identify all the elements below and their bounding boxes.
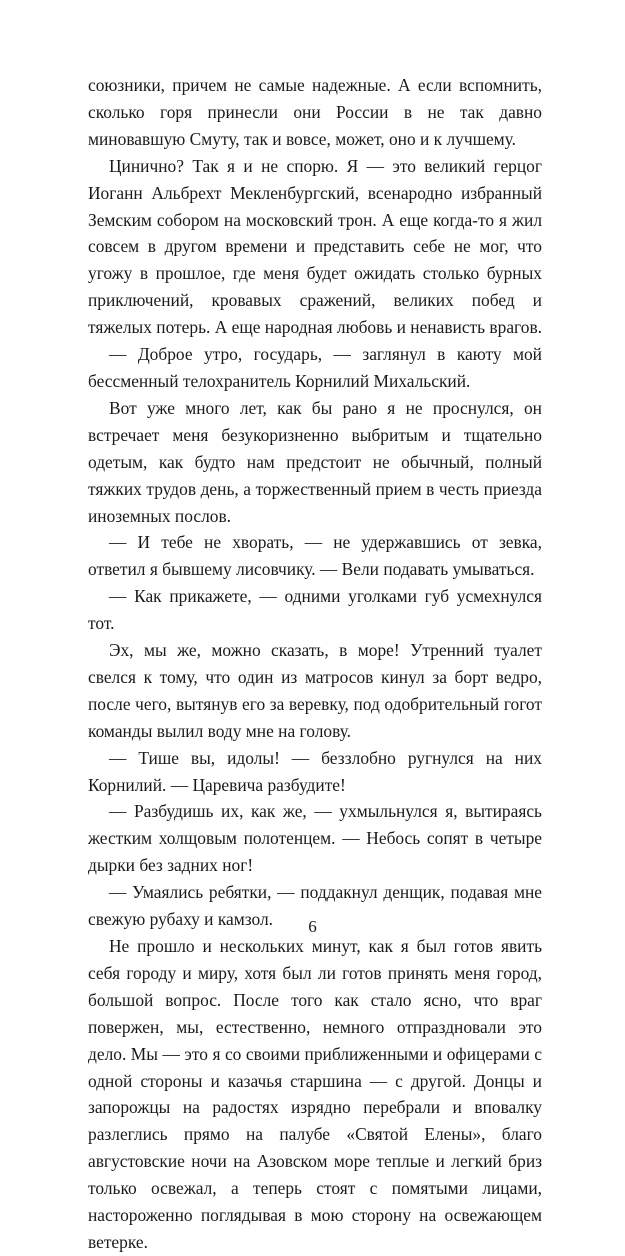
paragraph: — Разбудишь их, как же, — ухмыльнулся я, вытираясь жестким холщовым полотенцем. — Небось сопят в четыре дырки без задних ног!	[88, 801, 542, 876]
paragraph: Не прошло и нескольких минут, как я был готов явить себя городу и миру, хотя был ли готов принять меня город, большой вопрос. После того как стало ясно, что враг повержен, мы, естественно, немного отпраздновали это дело. Мы — это я со своими приближенными и офицерами с одной стороны и казачья старшина — с другой. Донцы и запорожцы на радостях изрядно перебрали и вповалку разлеглись прямо на палубе «Святой Елены», благо августовские ночи на Азовском море теплые и легкий бриз только освежал, а теперь стоят с помятыми лицами, настороженно поглядывая в мою сторону на освежающем ветерке.	[88, 936, 542, 1252]
paragraph: — Тише вы, идолы! — беззлобно ругнулся на них Корнилий. — Царевича разбудите!	[88, 747, 542, 795]
page-body	[88, 72, 542, 1256]
page-number: 6	[308, 917, 317, 936]
paragraph: — Доброе утро, государь, — заглянул в каюту мой бессменный телохранитель Корнилий Михальский.	[88, 344, 542, 391]
paragraph: — Умаялись ребятки, — поддакнул денщик, подавая мне свежую рубаху и камзол.	[88, 882, 542, 930]
paragraph: Цинично? Так я и не спорю. Я — это великий герцог Иоганн Альбрехт Мекленбургский, всенародно избранный Земским собором на московский трон. А еще когда-то я жил совсем в другом времени и представить себе не мог, что угожу в прошлое, где меня будет ожидать столько бурных приключений, кровавых сражений, великих побед и тяжелых потерь. А еще народная любовь и ненависть врагов.	[88, 155, 543, 338]
paragraph: — И тебе не хворать, — не удержавшись от зевка, ответил я бывшему лисовчику. — Вели подавать умываться.	[88, 532, 542, 580]
paragraph: Вот уже много лет, как бы рано я не проснулся, он встречает меня безукоризненно выбритым и тщательно одетым, как будто нам предстоит не обычный, полный тяжких трудов день, а торжественный прием в честь приезда иноземных послов.	[88, 397, 542, 526]
paragraph: союзники, причем не самые надежные. А если вспомнить, сколько горя принесли они России в не так давно миновавшую Смуту, так и вовсе, может, оно и к лучшему.	[88, 75, 542, 149]
paragraph: — Как прикажете, — одними уголками губ усмехнулся тот.	[88, 586, 542, 634]
paragraph: Эх, мы же, можно сказать, в море! Утренний туалет свелся к тому, что один из матросов кинул за борт ведро, после чего, вытянув его за веревку, под одобрительный гогот команды вылил воду мне на голову.	[88, 640, 542, 741]
